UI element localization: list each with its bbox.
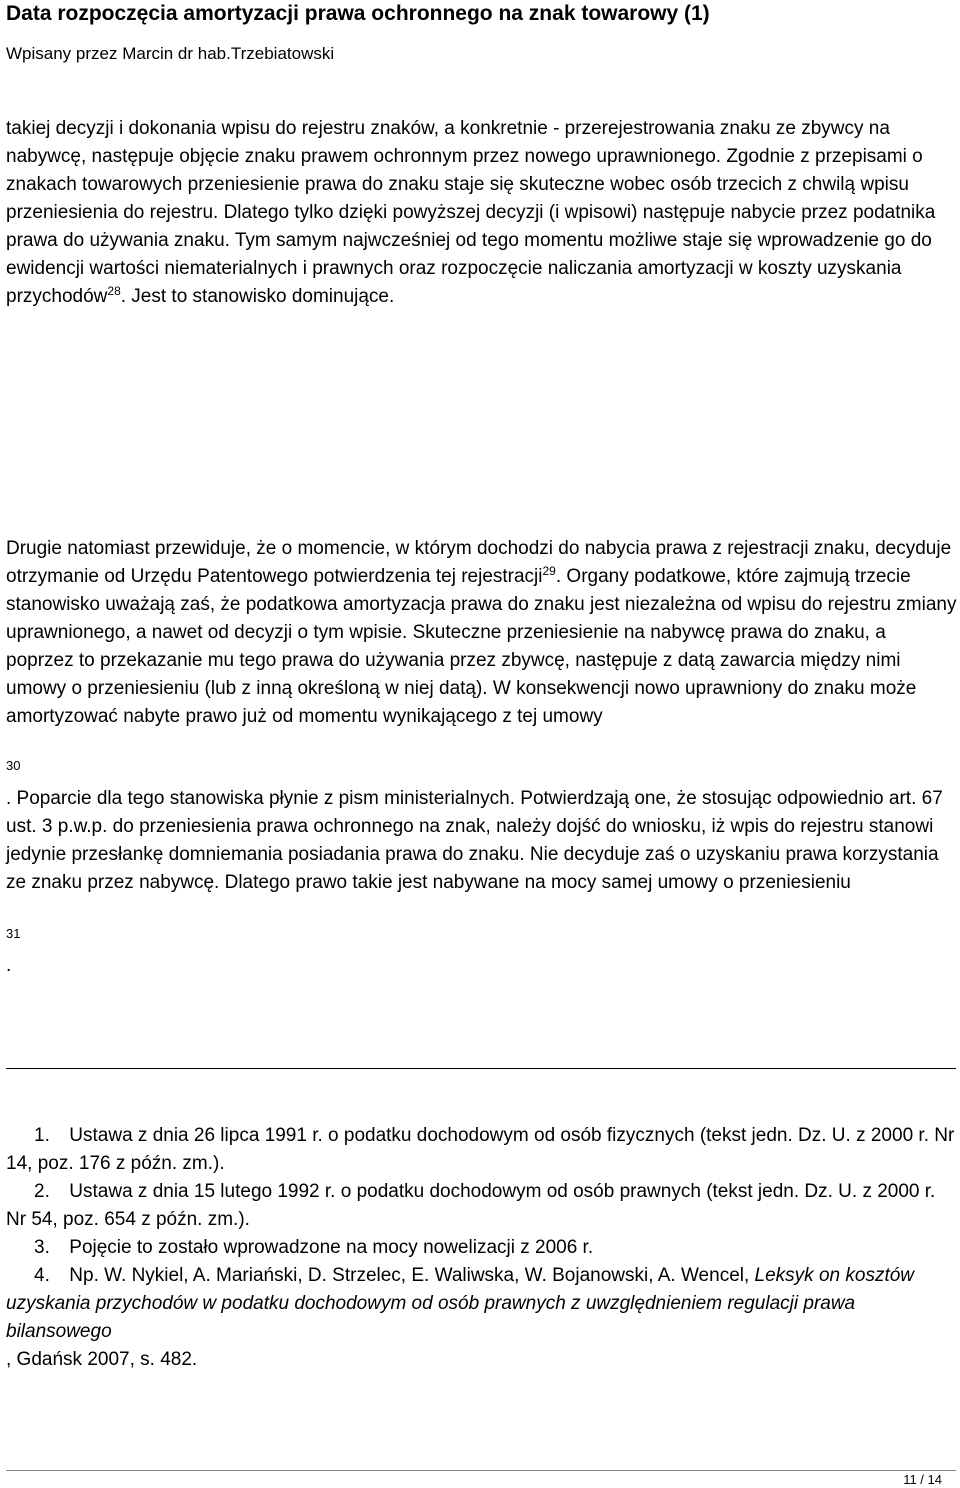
page-number: 11 / 14 bbox=[903, 1472, 942, 1487]
paragraph-2-tail: . Organy podatkowe, które zajmują trzecie stanowisko uważają zaś, że podatkowa amortyzacja prawa do znaku jest niezależna od wpisu do rejestru zmiany uprawnionego, a nawet od decyzji o tym wpisie. Skuteczne przeniesienie na nabywcę prawa do znaku, a poprzez to przekazanie mu tego prawa do używania przez zbywcę, następuje z datą zawarcia między nimi umowy o przeniesieniu (lub z inną określoną w niej datą). W konsekwencji nowo uprawniony do znaku może amortyzować nabyte prawo już od momentu wynikającego z tej umowy bbox=[6, 566, 957, 727]
footnote-text: Pojęcie to zostało wprowadzone na mocy nowelizacji z 2006 r. bbox=[69, 1237, 594, 1258]
footnote-number: 1. bbox=[34, 1125, 50, 1146]
footnote-text: Np. W. Nykiel, A. Mariański, D. Strzelec, E. Waliwska, W. Bojanowski, A. Wencel, bbox=[69, 1265, 755, 1286]
paragraph-2 bbox=[6, 535, 958, 731]
footnote-item bbox=[6, 1262, 958, 1374]
paragraph-1-tail: . Jest to stanowisko dominujące. bbox=[120, 286, 395, 307]
author-line: Wpisany przez Marcin dr hab.Trzebiatowski bbox=[6, 44, 335, 63]
footnote-number: 4. bbox=[34, 1265, 50, 1286]
paragraph-1-text: takiej decyzji i dokonania wpisu do rejestru znaków, a konkretnie - przerejestrowania znaku ze zbywcy na nabywcę, następuje objęcie znaku prawem ochronnym przez nowego uprawnionego. Zgodnie z przepisami o znakach towarowych przeniesienie prawa do znaku staje się skuteczne wobec osób trzecich z chwilą wpisu przeniesienia do rejestru. Dlatego tylko dzięki powyższej decyzji (i wpisowi) następuje nabycie przez podatnika prawa do używania znaku. Tym samym najwcześniej od tego momentu możliwe staje się wprowadzenie go do ewidencji wartości niematerialnych i prawnych oraz rozpoczęcie naliczania amortyzacji w koszty uzyskania przychodów bbox=[6, 118, 936, 307]
footnote-book-title: Leksyk on kosztów uzyskania przychodów w podatku dochodowym od osób prawnych z uwzględnieniem regulacji prawa bilansowego bbox=[6, 1265, 915, 1342]
paragraph-1 bbox=[6, 115, 958, 311]
footnote-ref-28[interactable]: 28 bbox=[107, 284, 121, 298]
footnote-text: Ustawa z dnia 15 lutego 1992 r. o podatku dochodowym od osób prawnych (tekst jedn. Dz. U. z 2000 r. Nr 54, poz. 654 z późn. zm.). bbox=[6, 1181, 936, 1230]
document-title: Data rozpoczęcia amortyzacji prawa ochronnego na znak towarowy (1) bbox=[6, 2, 710, 25]
paragraph-3: . Poparcie dla tego stanowiska płynie z pism ministerialnych. Potwierdzają one, że stosując odpowiednio art. 67 ust. 3 p.w.p. do przeniesienia prawa ochronnego na znak, należy dojść do wniosku, iż wpis do rejestru stanowi jedynie przesłankę domniemania posiadania prawa do znaku. Nie decyduje zaś o uzyskaniu prawa korzystania ze znaku przez nabywcę. Dlatego prawo takie jest nabywane na mocy samej umowy o przeniesieniu bbox=[6, 788, 943, 893]
footnote-text-tail: , Gdańsk 2007, s. 482. bbox=[6, 1349, 198, 1370]
footer-divider bbox=[6, 1470, 956, 1471]
footnote-item bbox=[6, 1234, 958, 1262]
footnote-ref-30[interactable]: 30 bbox=[6, 758, 21, 773]
footnote-text: Ustawa z dnia 26 lipca 1991 r. o podatku dochodowym od osób fizycznych (tekst jedn. Dz. U. z 2000 r. Nr 14, poz. 176 z późn. zm.). bbox=[6, 1125, 955, 1174]
paragraph-2-text: Drugie natomiast przewiduje, że o momencie, w którym dochodzi do nabycia prawa z rejestracji znaku, decyduje otrzymanie od Urzędu Patentowego potwierdzenia tej rejestracji bbox=[6, 538, 952, 587]
footnote-number: 2. bbox=[34, 1181, 50, 1202]
footnote-item bbox=[6, 1122, 958, 1178]
footnotes-list bbox=[6, 1122, 958, 1374]
footnote-ref-29[interactable]: 29 bbox=[542, 564, 556, 578]
footnote-item bbox=[6, 1178, 958, 1234]
trailing-period: . bbox=[6, 955, 12, 976]
footnote-divider bbox=[6, 1068, 956, 1069]
footnote-ref-31[interactable]: 31 bbox=[6, 926, 21, 941]
footnote-number: 3. bbox=[34, 1237, 50, 1258]
